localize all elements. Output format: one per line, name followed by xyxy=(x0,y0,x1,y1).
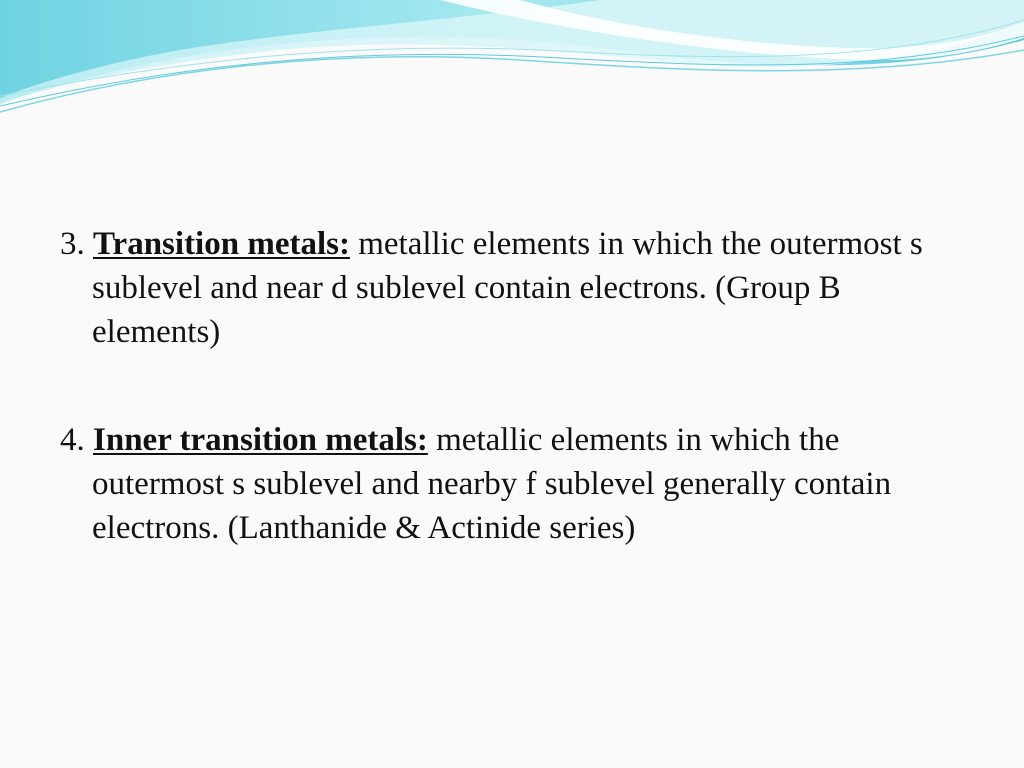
term-label: Inner transition metals: xyxy=(93,422,428,458)
definition-text: metallic elements in which the outermost s sublevel and near d sublevel contain electrons. (Group B elements) xyxy=(92,226,923,350)
item-number: 4. xyxy=(60,422,85,458)
definition-item xyxy=(60,418,960,550)
wave-header-decoration xyxy=(0,0,1024,130)
definition-text: metallic elements in which the outermost s sublevel and nearby f sublevel generally contain electrons. (Lanthanide & Actinide series) xyxy=(92,422,892,546)
slide-body xyxy=(60,222,960,550)
term-label: Transition metals: xyxy=(93,226,350,262)
item-number: 3. xyxy=(60,226,85,262)
definition-item xyxy=(60,222,960,354)
